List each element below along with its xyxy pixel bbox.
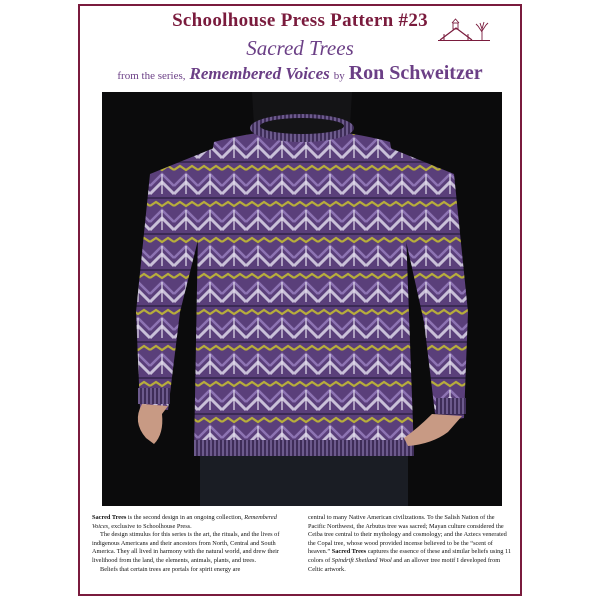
trees-end: and an allover tree motif I developed from Celtic artwork. [308, 556, 501, 573]
description-text [92, 514, 512, 596]
yarn-name: Spindrift Shetland Wool [331, 556, 392, 564]
byline [80, 62, 520, 85]
pattern-name-inline-2: Sacred Trees [331, 548, 367, 556]
sweater-photo [102, 92, 502, 506]
trees-text-2: captures the essence of these and similar beliefs using 11 colors of [308, 548, 512, 564]
trees-paragraph [308, 514, 512, 574]
design-paragraph: The design stimulus for this series is the art, the rituals, and the lives of indigenous Americans and their ancestors from North, Central and South America. They all lived in harmony with the natural world, and drew their livelihood from the land, the elements, animals, plants, and trees. [92, 531, 280, 564]
series-title: Schoolhouse Press Pattern #23 [172, 10, 428, 31]
pattern-name-inline: Sacred Trees [92, 514, 127, 521]
pattern-page [78, 4, 522, 596]
collection-inline: Remembered Voices, [92, 514, 277, 530]
byline-by: by [333, 70, 345, 82]
author-name: Ron Schweitzer [348, 62, 483, 84]
text-column-2 [308, 514, 512, 596]
intro-end: exclusive to Schoolhouse Press. [109, 522, 192, 530]
collection-name: Remembered Voices [189, 64, 330, 83]
trees-text: central to many Native American civilizations. To the Salish Nation of the Pacific Northwest, the Arbutus tree was sacred; Mayan culture considered the Ceiba tree central to their mythology and cosmology; and the Aztecs venerated the Copal tree, whose wood provided incense believed to be the “scent of heaven.” [308, 514, 507, 556]
intro-text: is the second design in an ongoing collection, [126, 514, 245, 521]
pattern-name: Sacred Trees [246, 36, 354, 60]
intro-paragraph [92, 514, 296, 531]
text-column-1 [92, 514, 296, 596]
beliefs-paragraph: Beliefs that certain trees are portals for spirit energy are [100, 565, 241, 573]
byline-prefix: from the series, [117, 70, 186, 82]
